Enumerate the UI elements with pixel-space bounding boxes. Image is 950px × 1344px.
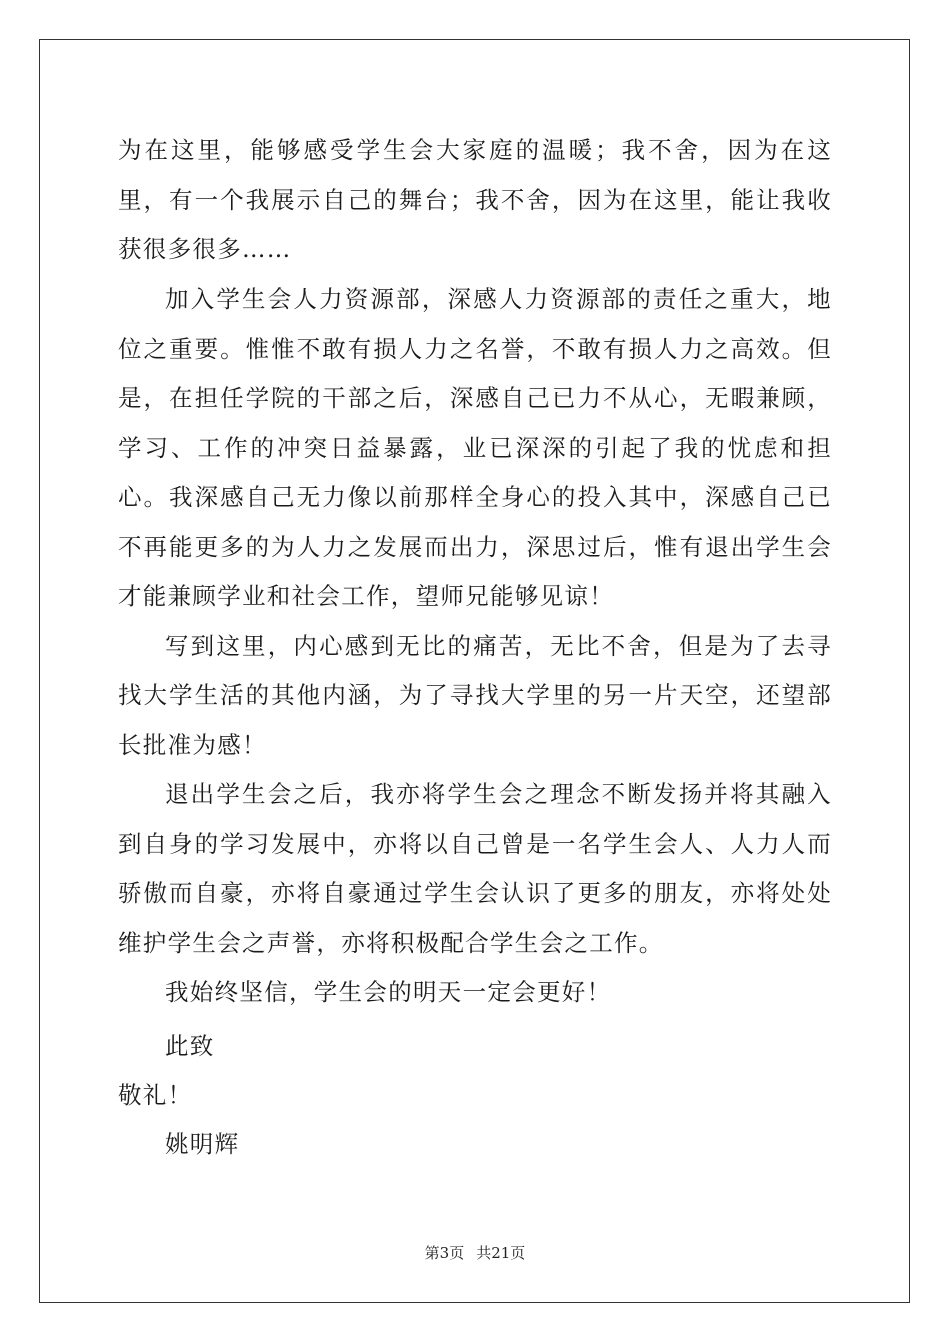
paragraph-resignation-reason: 加入学生会人力资源部，深感人力资源部的责任之重大，地位之重要。惟惟不敢有损人力之名誉，不敢有损人力之高效。但是，在担任学院的干部之后，深感自己已力不从心，无暇兼顾，学习、工作的冲突日益暴露，业已深深的引起了我的忧虑和担心。我深感自己无力像以前那样全身心的投入其中，深感自己已不再能更多的为人力之发展而出力，深思过后，惟有退出学生会才能兼顾学业和社会工作，望师兄能够见谅！ <box>118 285 832 610</box>
letter-body <box>118 275 832 1018</box>
paragraph-belief: 我始终坚信，学生会的明天一定会更好！ <box>165 978 612 1006</box>
paragraph-request-approval: 写到这里，内心感到无比的痛苦，无比不舍，但是为了去寻找大学生活的其他内涵，为了寻找大学里的另一片天空，还望部长批准为感！ <box>118 631 832 759</box>
closing-phrase: 此致 <box>165 1032 215 1060</box>
paragraph-continued: 为在这里，能够感受学生会大家庭的温暖；我不舍，因为在这里，有一个我展示自己的舞台；我不舍，因为在这里，能让我收获很多很多…… <box>118 136 832 263</box>
salutation: 敬礼！ <box>118 1081 193 1109</box>
page-number-footer <box>0 1242 950 1263</box>
letter-opening-continued <box>118 126 832 275</box>
current-page-label: 第3页 <box>424 1244 465 1262</box>
signature: 姚明辉 <box>165 1130 240 1158</box>
paragraph-future-commitment: 退出学生会之后，我亦将学生会之理念不断发扬并将其融入到自身的学习发展中，亦将以自己曾是一名学生会人、人力人而骄傲而自豪，亦将自豪通过学生会认识了更多的朋友，亦将处处维护学生会之声誉，亦将积极配合学生会之工作。 <box>118 780 832 957</box>
total-pages-label: 共21页 <box>476 1244 526 1262</box>
